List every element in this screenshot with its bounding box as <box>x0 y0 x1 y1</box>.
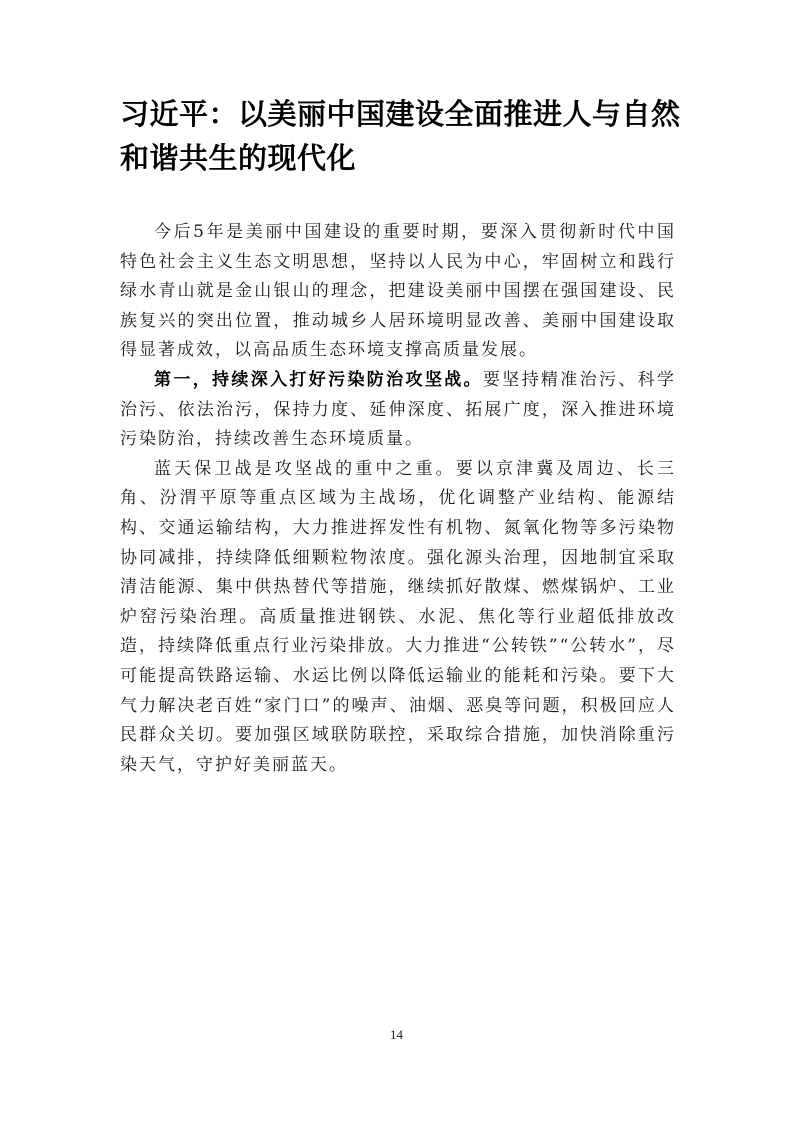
article-body <box>120 218 676 780</box>
article-title: 习近平：以美丽中国建设全面推进人与自然和谐共生的现代化 <box>120 97 681 175</box>
paragraph <box>120 218 676 366</box>
paragraph <box>120 366 676 455</box>
paragraph-lead: 第一，持续深入打好污染防治攻坚战。 <box>154 369 483 390</box>
page-number: 14 <box>390 1027 403 1042</box>
paragraph-text: 要坚持精准治污、科学治污、依法治污，保持力度、延伸深度、拓展广度，深入推进环境污染防治，持续改善生态环境质量。 <box>120 369 677 450</box>
paragraph-text: 蓝天保卫战是攻坚战的重中之重。要以京津冀及周边、长三角、汾渭平原等重点区域为主战场，优化调整产业结构、能源结构、交通运输结构，大力推进挥发性有机物、氮氧化物等多污染物协同减排，持续降低细颗粒物浓度。强化源头治理，因地制宜采取清洁能源、集中供热替代等措施，继续抓好散煤、燃煤锅炉、工业炉窑污染治理。高质量推进钢铁、水泥、焦化等行业超低排放改造，持续降低重点行业污染排放。大力推进“公转铁”“公转水”，尽可能提高铁路运输、水运比例以降低运输业的能耗和污染。要下大气力解决老百姓“家门口”的噪声、油烟、恶臭等问题，积极回应人民群众关切。要加强区域联防联控，采取综合措施，加快消除重污染天气，守护好美丽蓝天。 <box>120 458 676 775</box>
paragraph-text: 今后5年是美丽中国建设的重要时期，要深入贯彻新时代中国特色社会主义生态文明思想，坚持以人民为中心，牢固树立和践行绿水青山就是金山银山的理念，把建设美丽中国摆在强国建设、民族复兴的突出位置，推动城乡人居环境明显改善、美丽中国建设取得显著成效，以高品质生态环境支撑高质量发展。 <box>120 222 676 361</box>
paragraph <box>120 455 676 781</box>
